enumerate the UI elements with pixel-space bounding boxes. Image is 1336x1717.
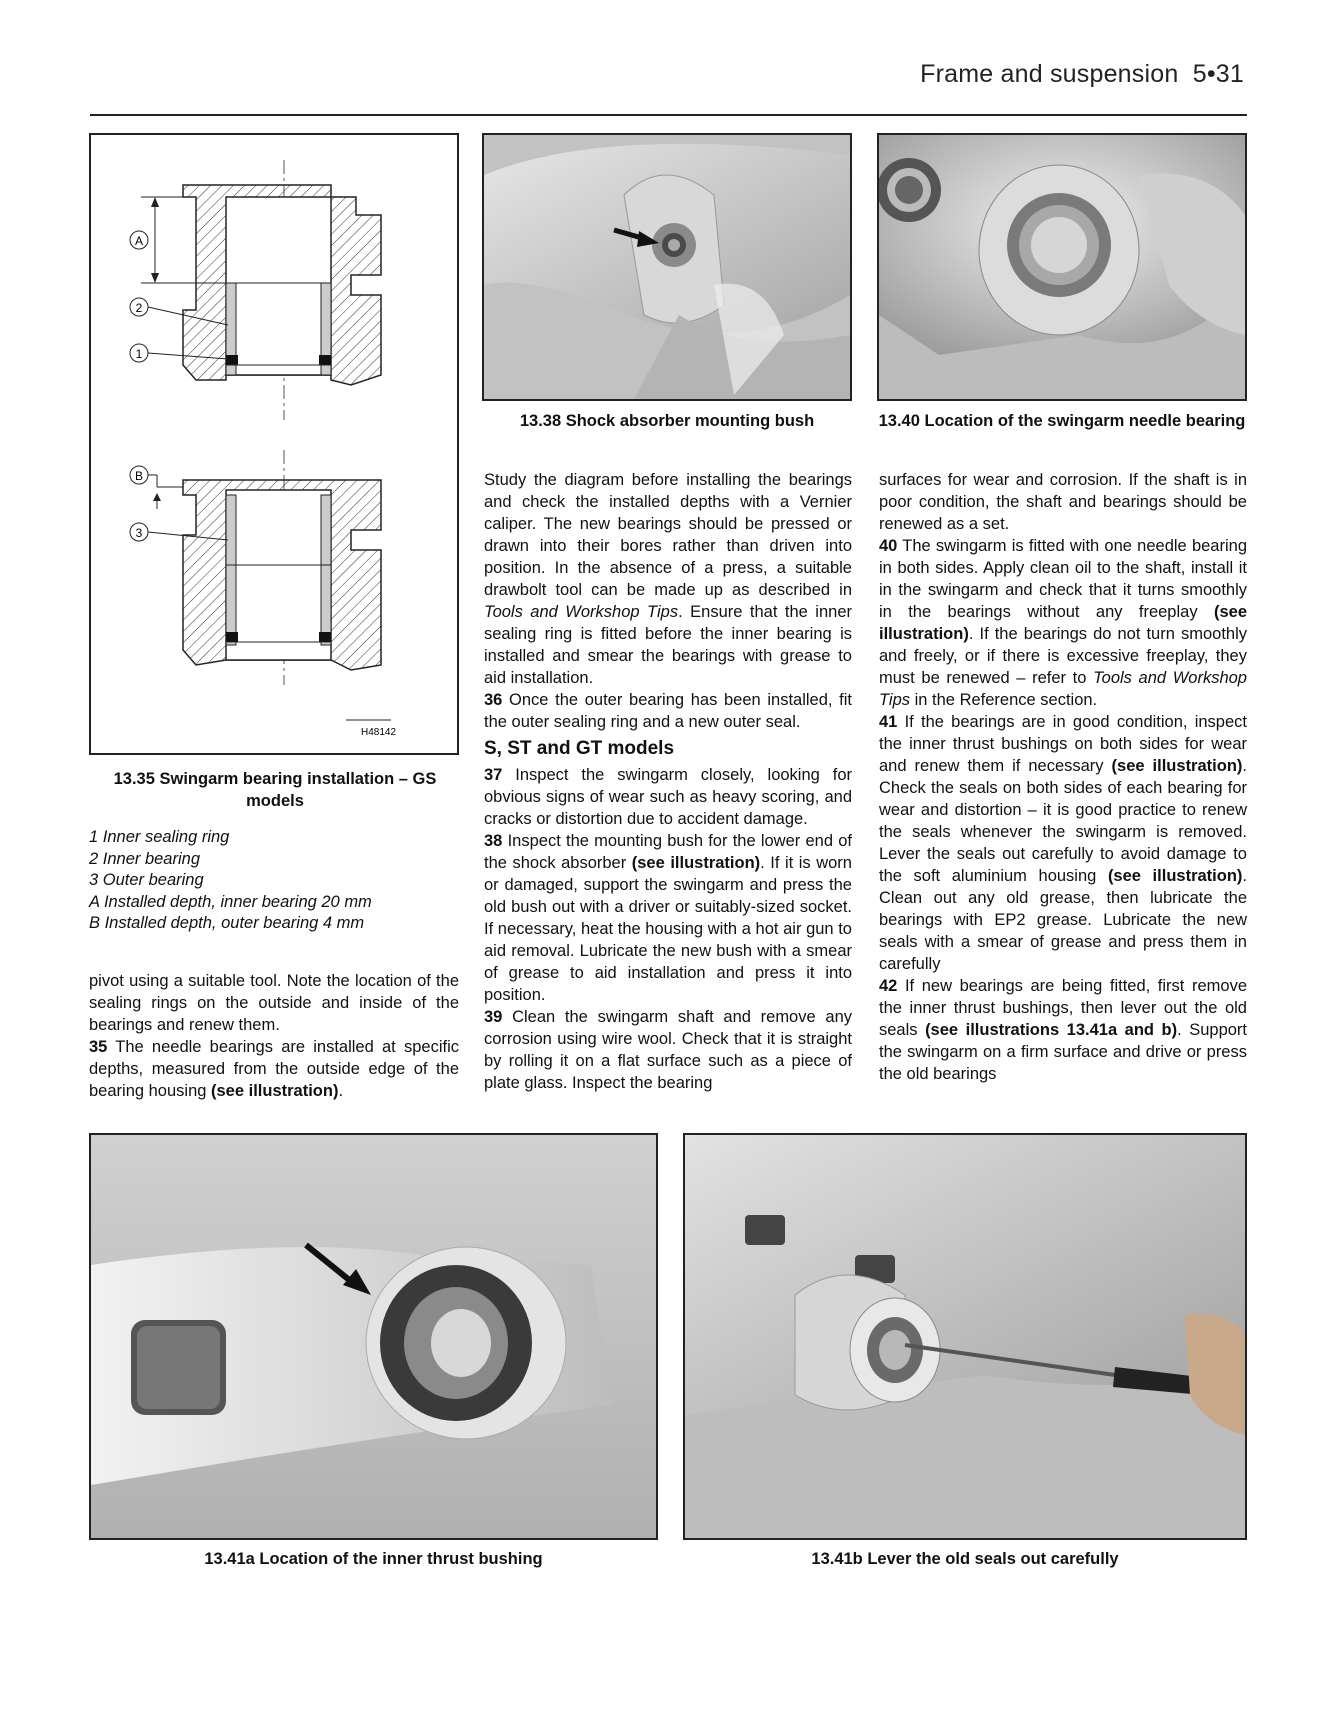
needle-bearing-photo (879, 135, 1245, 399)
paragraph-text: If the bearings are in good condition, inspect the inner thrust bushings on both sides for wear and renew them if necessary (879, 713, 1247, 775)
caption-13-40: 13.40 Location of the swingarm needle bearing (878, 412, 1246, 430)
page-header (904, 60, 1244, 89)
paragraph-39 (484, 1006, 852, 1094)
column-2-text (484, 469, 852, 1094)
page-number: 5•31 (1192, 60, 1244, 88)
paragraph-text: . If it is worn or damaged, support the swingarm and press the old bush out with a driver or suitably-sized socket. If necessary, heat the housing with a hot air gun to aid removal. Lubricate the new bush with a smear of grease to aid installation and press it into position. (484, 854, 852, 1004)
illustration-reference: (see illustration) (1107, 867, 1243, 885)
paragraph-37 (484, 764, 852, 830)
illustration-reference: (see illustration) (631, 854, 761, 872)
paragraph-text: . Check the seals on both sides of each bearing for wear and distortion – it is good practice to renew the seals whenever the swingarm is removed. Lever the seals out carefully to avoid damage to the soft aluminium housing (879, 757, 1247, 885)
photo-13-38 (482, 133, 852, 401)
paragraph-text: Clean the swingarm shaft and remove any corrosion using wire wool. Check that it is straight by rolling it on a flat surface such as a piece of plate glass. Inspect the bearing (484, 1008, 852, 1092)
caption-13-35: 13.35 Swingarm bearing installation – GS models (113, 770, 437, 810)
paragraph-text: . Clean out any old grease, then lubricate the bearings with EP2 grease. Lubricate the new seals with a smear of grease and press them in carefully (879, 867, 1247, 973)
legend-item: A Installed depth, inner bearing 20 mm (89, 892, 372, 911)
step-number: 40 (879, 537, 898, 555)
paragraph-text: . If the bearings do not turn smoothly and freely, or if there is excessive freeplay, they must be renewed – refer to (879, 625, 1247, 687)
paragraph-text: . Support the swingarm on a firm surface and drive or press the old bearings (879, 1021, 1247, 1083)
photo-13-41a (89, 1133, 658, 1540)
paragraph-35 (89, 1036, 459, 1102)
photo-13-40 (877, 133, 1247, 401)
paragraph-text: Once the outer bearing has been installed, fit the outer sealing ring and a new outer seal. (484, 691, 852, 731)
paragraph-text: . (338, 1082, 344, 1100)
paragraph-text: The needle bearings are installed at specific depths, measured from the outside edge of the bearing housing (89, 1038, 459, 1100)
step-number: 36 (484, 691, 503, 709)
illustration-reference: (see illustration) (1111, 757, 1243, 775)
step-number: 38 (484, 832, 503, 850)
paragraph-42 (879, 975, 1247, 1085)
paragraph (89, 970, 459, 1036)
legend-item: 2 Inner bearing (89, 849, 200, 868)
callout-2: 2 (135, 301, 143, 315)
illustration-reference: (see illustrations 13.41a and b) (925, 1021, 1178, 1039)
paragraph-text: Inspect the mounting bush for the lower end of the shock absorber (484, 832, 852, 872)
paragraph-text: pivot using a suitable tool. Note the location of the sealing rings on the outside and inside of the bearings and renew them. (89, 972, 459, 1034)
paragraph-text: If new bearings are being fitted, first remove the inner thrust bushings, then lever out the old seals (879, 977, 1247, 1039)
paragraph (879, 469, 1247, 535)
paragraph-36 (484, 689, 852, 733)
paragraph-41 (879, 711, 1247, 975)
step-number: 42 (879, 977, 898, 995)
paragraph-text: Inspect the swingarm closely, looking for obvious signs of wear such as heavy scoring, and cracks or distortion due to accident damage. (484, 766, 852, 828)
callout-1: 1 (135, 347, 143, 361)
paragraph-text: . Ensure that the inner sealing ring is fitted before the inner bearing is installed and smear the bearings with grease to aid installation. (484, 603, 852, 687)
legend-item: B Installed depth, outer bearing 4 mm (89, 914, 365, 932)
illustration-reference: (see illustration) (879, 603, 1247, 643)
figure-13-35-diagram (89, 133, 459, 755)
paragraph-38 (484, 830, 852, 1006)
column-1-text (89, 970, 459, 1102)
diagram-code: H48142 (361, 727, 397, 738)
header-rule (90, 114, 1247, 116)
lever-seals-photo (685, 1135, 1245, 1538)
caption-13-41a: 13.41a Location of the inner thrust bushing (204, 1550, 543, 1568)
legend-13-35 (89, 827, 459, 935)
photo-13-41b (683, 1133, 1247, 1540)
header-title: Frame and suspension (920, 60, 1179, 88)
illustration-reference: (see illustration) (211, 1082, 339, 1100)
callout-a: A (134, 234, 144, 248)
paragraph-text: Study the diagram before installing the bearings and check the installed depths with a Vernier caliper. The new bearings should be pressed or drawn into their bores rather than driven into position. In the absence of a press, a suitable drawbolt tool can be made up as described in (484, 471, 852, 599)
callout-3: 3 (135, 526, 143, 540)
step-number: 35 (89, 1038, 108, 1056)
book-reference: Tools and Workshop Tips (484, 603, 679, 621)
column-3-text (879, 469, 1247, 1085)
caption-13-41b: 13.41b Lever the old seals out carefully (811, 1550, 1119, 1568)
step-number: 37 (484, 766, 503, 784)
paragraph-text: surfaces for wear and corrosion. If the shaft is in poor condition, the shaft and bearings should be renewed as a set. (879, 471, 1247, 533)
bearing-diagram (91, 135, 457, 753)
legend-item: 3 Outer bearing (89, 871, 204, 889)
paragraph-text: The swingarm is fitted with one needle bearing in both sides. Apply clean oil to the shaft, install it in the swingarm and check that it turns smoothly in the bearings without any freeplay (879, 537, 1247, 621)
section-heading: S, ST and GT models (484, 738, 675, 759)
step-number: 41 (879, 713, 898, 731)
paragraph-text: in the Reference section. (910, 691, 1098, 709)
thrust-bushing-photo (91, 1135, 656, 1538)
paragraph (484, 469, 852, 689)
paragraph-40 (879, 535, 1247, 711)
callout-b: B (134, 469, 144, 483)
book-reference: Tools and Workshop Tips (879, 669, 1247, 709)
legend-item: 1 Inner sealing ring (89, 828, 230, 846)
caption-13-38: 13.38 Shock absorber mounting bush (519, 412, 815, 430)
shock-mount-photo (484, 135, 850, 399)
step-number: 39 (484, 1008, 503, 1026)
